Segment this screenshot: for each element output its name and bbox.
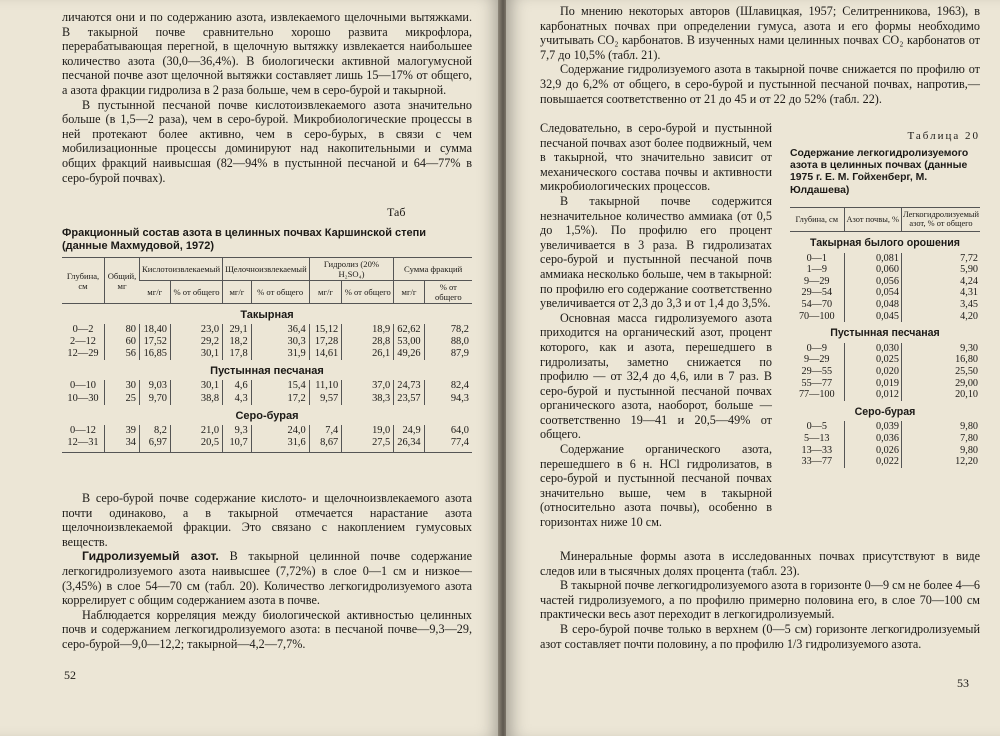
table-row	[790, 276, 980, 288]
table-cell: 1—9	[806, 264, 827, 276]
table-row	[790, 264, 980, 276]
table-cell: 5—13	[804, 432, 830, 444]
right-top-text	[540, 4, 980, 106]
table-cell: 8,67	[309, 437, 342, 453]
table-cell: 2—12	[70, 336, 96, 348]
table-cell: 4,6	[223, 380, 252, 392]
table-cell: 15,12	[309, 324, 342, 336]
table-cell: 49,26	[394, 348, 424, 360]
table-cell: 88,0	[424, 336, 472, 348]
sub-header: % от общего	[170, 281, 222, 304]
table-row	[790, 287, 980, 299]
sub-header: % от общего	[424, 281, 472, 304]
paragraph: Наблюдается корреляция между биологической активностью целинных почв и содержанием легкогидролизуемого азота: в песчаной почве—9,3—29, серо-бурой—9,0—12,2; такырной—4,2—7,7%.	[62, 607, 472, 651]
table-cell: 9,3	[223, 425, 252, 437]
table-cell: 11,10	[309, 380, 342, 392]
table-row	[62, 380, 472, 392]
section-title: Пустынная песчаная	[830, 327, 940, 340]
table-row	[62, 437, 472, 453]
table-cell: 9,80	[901, 445, 980, 457]
table-cell: 64,0	[424, 425, 472, 437]
right-bottom-text	[540, 549, 980, 651]
table-row	[790, 456, 980, 468]
paragraph: Основная масса гидролизуемого азота приходится на органический азот, процент которого, как и азота, перешедшего в гидролизаты, заметно снижается по профилю — от 32,4 до 4,6, или в 7 раз. В серо-бурой и пустынной песчаной почвах органического азота, наоборот, больше — соответственно 19—41 и 20,5—49% от общего.	[540, 310, 772, 442]
table-cell: 78,2	[424, 324, 472, 336]
section-title: Такырная былого орошения	[810, 237, 960, 249]
table-cell: 4,24	[901, 276, 980, 288]
table-cell: 7,72	[901, 253, 980, 265]
table-cell: 31,9	[251, 348, 309, 360]
col-header: Глубина, см	[62, 258, 105, 304]
paragraph: В серо-бурой почве содержание кислото- и щелочноизвлекаемого азота почти одинаково, а в такырной отмечается нарастание азота щелочноизвлекаемой фракции. Это связано с накоплением гумусовых веществ.	[62, 491, 472, 549]
table-row	[790, 366, 980, 378]
section-title: Серо-бурая	[854, 405, 916, 418]
left-bottom-text	[62, 491, 472, 652]
table-cell: 0,025	[844, 354, 901, 366]
table-cell: 0—10	[70, 380, 96, 392]
table-cell: 24,9	[394, 425, 424, 437]
table-row	[790, 421, 980, 433]
table-cell: 15,4	[251, 380, 309, 392]
table-cell: 30,1	[170, 380, 222, 392]
table-cell: 0,030	[844, 343, 901, 355]
table-row	[790, 299, 980, 311]
table-cell: 9,57	[309, 393, 342, 405]
section-title: Серо-бурая	[235, 409, 299, 422]
paragraph: Содержание органического азота, перешедшего в 6 н. HCl гидролизатов, в серо-бурой и пустынной песчаной почвах значительно выше, чем в такырной (относительно азота почвы), особенно в горизонтах ниже 10 см.	[540, 442, 772, 530]
table-row	[62, 348, 472, 360]
table-cell: 12,20	[901, 456, 980, 468]
table-cell: 9,03	[140, 380, 171, 392]
table-cell: 9—29	[804, 275, 830, 287]
col-header: Легкогидролизуемый азот, % от общего	[901, 207, 980, 231]
paragraph: По мнению некоторых авторов (Шлавицкая, 1957; Селитренникова, 1963), в карбонатных почвах при определении гумуса, азота и его формы необходимо учитывать CO₂ карбонатов. В изученных нами целинных почвах CO₂ карбонатов от 7,7 до 10,5% (табл. 21).	[540, 4, 980, 62]
table-cell: 19,0	[342, 425, 394, 437]
table-cell: 0,019	[844, 378, 901, 390]
sub-header: мг/г	[394, 281, 424, 304]
table-cell: 29,1	[223, 324, 252, 336]
paragraph: В пустынной песчаной почве кислотоизвлекаемого азота значительно больше (в 1,5—2 раза), чем в серо-бурой. Микробиологические процессы в ней протекают более активно, чем в серо-бурых, в связи с чем мобилизационные процессы доминируют над накопительными и сумма общих фракций наивысшая (82—94% в пустынной песчаной и 64—77% в серо-бурой почвах).	[62, 97, 472, 185]
table-cell: 12—31	[62, 437, 105, 453]
col-group-header: Сумма фракций	[394, 258, 472, 281]
table-row	[790, 354, 980, 366]
table-cell: 30,1	[170, 348, 222, 360]
table-row	[790, 433, 980, 445]
table-cell: 29,2	[170, 336, 222, 348]
table-cell: 0,045	[844, 311, 901, 323]
col-header: Азот почвы, %	[844, 207, 901, 231]
table-cell: 0—1	[806, 252, 827, 264]
table-cell: 30	[105, 380, 140, 392]
table-cell: 0,081	[844, 253, 901, 265]
table-label: Таблица 20	[907, 130, 980, 142]
table-cell: 23,0	[170, 324, 222, 336]
paragraph: В такырной почве содержится незначительное количество аммиака (от 0,5 до 1,5%). По профилю его процент увеличивается в 3 раза. В гидролизатах серо-бурой и пустынной песчаной почв аммиака несколько больше, чем в такырной: по профилю его содержание соответственно увеличивается от 2,3 до 3,3 и от 1,4 до 3,5%.	[540, 193, 772, 311]
table-label: Таб	[387, 205, 406, 219]
table-cell: 26,1	[342, 348, 394, 360]
table-cell: 27,5	[342, 437, 394, 453]
table-cell: 17,28	[309, 336, 342, 348]
page-number: 53	[957, 676, 969, 690]
table-cell: 17,52	[140, 336, 171, 348]
table-cell: 20,10	[901, 389, 980, 401]
table-cell: 0,056	[844, 276, 901, 288]
table-cell: 9,70	[140, 393, 171, 405]
col-header: Общий, мг	[105, 258, 140, 304]
table-cell: 14,61	[309, 348, 342, 360]
table-cell: 0,012	[844, 389, 901, 401]
table-row	[62, 393, 472, 405]
table-cell: 37,0	[342, 380, 394, 392]
col-header: Глубина, см	[790, 207, 844, 231]
table-cell: 4,20	[901, 311, 980, 323]
col-group-header: Щелочноизвлекаемый	[223, 258, 310, 281]
table-row	[62, 336, 472, 348]
paragraph: Следовательно, в серо-бурой и пустынной песчаной почвах азот более подвижный, чем в такырной, что значительно зависит от механического состава почвы и активности микробиологических процессов.	[540, 121, 772, 194]
table-cell: 9,30	[901, 343, 980, 355]
sub-header: мг/г	[140, 281, 171, 304]
table-cell: 0—12	[70, 424, 96, 436]
paragraph: В такырной почве легкогидролизуемого азота в горизонте 0—9 см не более 4—6 частей гидролизуемого, а по профилю примерно половина его, в слое 70—100 см практически весь азот переходит в легкогидролизуемый.	[540, 578, 980, 622]
right-narrow-text	[540, 121, 772, 530]
table-cell: 29—54	[801, 287, 833, 299]
section-row	[790, 232, 980, 253]
table-cell: 77—100	[798, 389, 835, 401]
table-title: Фракционный состав азота в целинных почвах Каршинской степи (данные Махмудовой, 1972)	[62, 227, 427, 252]
table-cell: 18,40	[140, 324, 171, 336]
section-title: Пустынная песчаная	[210, 365, 324, 378]
table-cell: 0,022	[844, 456, 901, 468]
table-cell: 0,054	[844, 287, 901, 299]
table-cell: 29,00	[901, 378, 980, 390]
section-row	[790, 322, 980, 343]
table-cell: 5,90	[901, 264, 980, 276]
right-page	[506, 0, 1000, 736]
table-row	[790, 311, 980, 323]
table-cell: 62,62	[394, 324, 424, 336]
table-cell: 38,3	[342, 393, 394, 405]
table-cell: 23,57	[394, 393, 424, 405]
table-cell: 7,4	[309, 425, 342, 437]
table-row	[790, 378, 980, 390]
table-cell: 60	[105, 336, 140, 348]
table-cell: 8,2	[140, 425, 171, 437]
table-cell: 24,0	[251, 425, 309, 437]
table-cell: 13—33	[801, 444, 833, 456]
table-cell: 10,7	[223, 437, 252, 453]
sub-header: мг/г	[309, 281, 342, 304]
table-cell: 0—5	[806, 421, 827, 433]
table-cell: 0—9	[806, 342, 827, 354]
table-cell: 34	[105, 437, 140, 453]
table-cell: 38,8	[170, 393, 222, 405]
table-cell: 9,80	[901, 421, 980, 433]
table-cell: 12—29	[67, 348, 99, 360]
table-cell: 0,036	[844, 433, 901, 445]
table-cell: 30,3	[251, 336, 309, 348]
table-cell: 18,9	[342, 324, 394, 336]
table-cell: 4,3	[223, 393, 252, 405]
table-cell: 26,34	[394, 437, 424, 453]
table-title: Содержание легкогидролизуемого азота в целинных почвах (данные 1975 г. Е. М. Гойхенберг, М. Юлдашева)	[790, 148, 969, 196]
page-number: 52	[64, 668, 76, 682]
table-cell: 0,039	[844, 421, 901, 433]
paragraph: В такырной целинной почве содержание легкогидролизуемого азота наивысшее (7,72%) в слое 0—1 см и низкое—(3,45%) в слое 54—70 см (табл. 20). Количество легкогидролизуемого азота коррелирует с общим содержанием азота в почве.	[62, 549, 472, 608]
sub-header: % от общего	[342, 281, 394, 304]
section-row	[62, 304, 472, 325]
table-cell: 18,2	[223, 336, 252, 348]
table-cell: 17,2	[251, 393, 309, 405]
table-cell: 10—30	[67, 392, 99, 404]
table-cell: 70—100	[798, 310, 835, 322]
table-cell: 29—55	[801, 365, 833, 377]
table-cell: 24,73	[394, 380, 424, 392]
table-cell: 20,5	[170, 437, 222, 453]
table-cell: 7,80	[901, 433, 980, 445]
table-row	[790, 343, 980, 355]
table-cell: 39	[105, 425, 140, 437]
paragraph: Содержание гидролизуемого азота в такырной почве снижается по профилю от 32,9 до 6,2% от общего, в серо-бурой и пустынной песчаной почвах, напротив,— повышается соответственно от 21 до 45 и от 22 до 52% (табл. 22).	[540, 62, 980, 106]
table-cell: 25	[105, 393, 140, 405]
table-cell: 3,45	[901, 299, 980, 311]
table-row	[790, 253, 980, 265]
table-row	[790, 445, 980, 457]
table-20-block	[790, 130, 980, 468]
data-table	[62, 257, 472, 453]
table-cell: 55—77	[801, 377, 833, 389]
table-cell: 28,8	[342, 336, 394, 348]
table-cell: 36,4	[251, 324, 309, 336]
table-cell: 87,9	[424, 348, 472, 360]
table-cell: 4,31	[901, 287, 980, 299]
table-cell: 0,048	[844, 299, 901, 311]
table-cell: 53,00	[394, 336, 424, 348]
table-cell: 77,4	[424, 437, 472, 453]
table-19	[62, 257, 472, 453]
section-row	[62, 405, 472, 425]
table-cell: 0,026	[844, 445, 901, 457]
sub-header: мг/г	[223, 281, 252, 304]
table-cell: 25,50	[901, 366, 980, 378]
left-top-text	[62, 10, 472, 185]
table-row	[62, 425, 472, 437]
col-group-header: Кислотоизвлекаемый	[140, 258, 223, 281]
table-cell: 6,97	[140, 437, 171, 453]
table-cell: 16,80	[901, 354, 980, 366]
paragraph: В серо-бурой почве только в верхнем (0—5 см) горизонте легкогидролизуемый азот составляет почти половину, а по профилю 1/3 гидролизуемого азота.	[540, 621, 980, 651]
paragraph: Минеральные формы азота в исследованных почвах присутствуют в виде следов или в тысячных долях процента (табл. 23).	[540, 549, 980, 578]
table-cell: 33—77	[801, 456, 833, 468]
section-heading: Гидролизуемый азот.	[82, 549, 219, 564]
table-cell: 94,3	[424, 393, 472, 405]
section-title: Такырная	[240, 309, 294, 321]
col-group-header: Гидролиз (20% H₂SO₄)	[309, 258, 394, 281]
table-cell: 0,060	[844, 264, 901, 276]
table-cell: 0,020	[844, 366, 901, 378]
table-cell: 0—2	[72, 324, 94, 336]
sub-header: % от общего	[251, 281, 309, 304]
table-row	[62, 324, 472, 336]
table-cell: 17,8	[223, 348, 252, 360]
data-table	[790, 207, 980, 468]
paragraph: личаются они и по содержанию азота, извлекаемого щелочными вытяжками. В такырной почве сравнительно хорошо развита микрофлора, перерабатывающая перегной, в щелочную вытяжку извлекается наибольшее количество азота (30,0—36,4%). В биологически активной малогумусной песчаной почве азот щелочной вытяжки составляет лишь 15—17% от общего, а азота фракции гидролиза в 2 раза больше, чем в серо-бурой и такырной.	[62, 10, 472, 97]
table-cell: 9—29	[804, 354, 830, 366]
table-cell: 82,4	[424, 380, 472, 392]
table-cell: 16,85	[140, 348, 171, 360]
table-cell: 54—70	[801, 298, 833, 310]
table-cell: 31,6	[251, 437, 309, 453]
section-row	[62, 360, 472, 380]
table-row	[790, 389, 980, 401]
section-row	[790, 401, 980, 422]
table-cell: 21,0	[170, 425, 222, 437]
table-cell: 80	[105, 324, 140, 336]
table-cell: 56	[105, 348, 140, 360]
